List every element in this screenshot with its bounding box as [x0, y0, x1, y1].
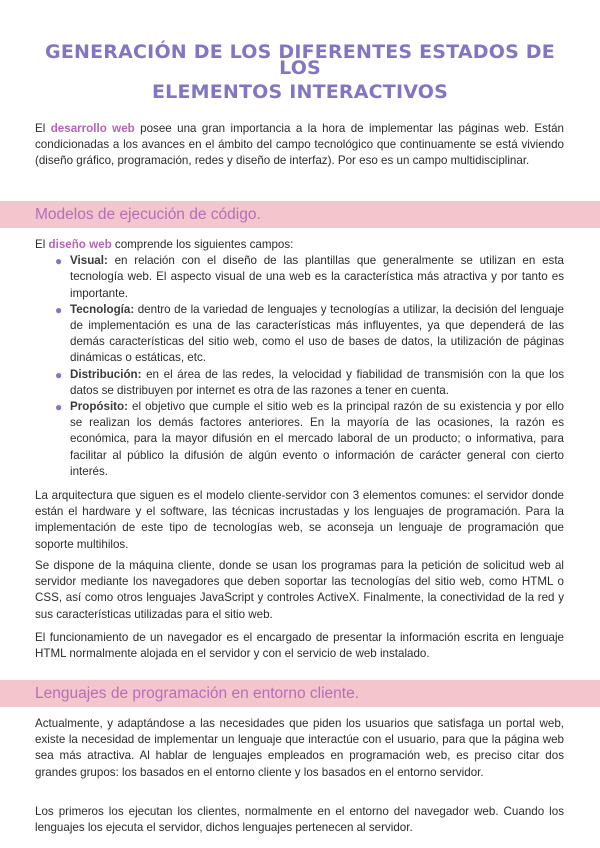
list-item-term: Propósito:: [70, 400, 128, 414]
list-item-proposito: [35, 399, 564, 480]
campos-block: [35, 237, 564, 480]
list-item-text: en relación con el diseño de las plantillas que generalmente se utilizan en esta tecnología web. El aspecto visual de una web es la característica más atractiva y por tanto es importante.: [70, 254, 564, 300]
bullet-icon: ●: [55, 302, 63, 317]
intro-text-before: El: [35, 122, 51, 135]
bullet-icon: ●: [55, 254, 63, 269]
campos-intro-highlight: diseño web: [48, 238, 112, 251]
list-item-text: el objetivo que cumple el sitio web es la principal razón de su existencia y por ello se realizan los demás factores anteriores. En la mayoría de las ocasiones, la razón es económica, para la mayor difusión en el mercado laboral de un producto; o informativa, para facilitar al público la difusión de algún evento o información de carácter general con cierto interés.: [70, 400, 564, 478]
intro-text-after: posee una gran importancia a la hora de implementar las páginas web. Están condicionadas a los avances en el ámbito del campo tecnológico que continuamente se está viviendo (diseño gráfico, programación, redes y diseño de interfaz). Por eso es un campo multidisciplinar.: [35, 122, 564, 168]
list-item-distribucion: [35, 367, 564, 399]
paragraph-navegador: El funcionamiento de un navegador es el encargado de presentar la información escrita en lenguaje HTML normalmente alojada en el servidor y con el servicio de web instalado.: [35, 631, 564, 661]
campos-intro-before: El: [35, 238, 49, 251]
paragraph-actualmente: Actualmente, y adaptándose a las necesidades que piden los usuarios que satisfaga un portal web, existe la necesidad de implementar un lenguaje que interactúe con el usuario, para que la página web sea más atractiva. Al hablar de lenguajes empleados en programación web, es preciso citar dos grandes grupos: los basados en el entorno cliente y los basados en el entorno servidor.: [35, 717, 564, 779]
page-title-line-2: ELEMENTOS INTERACTIVOS: [151, 81, 449, 103]
paragraph-arquitectura: La arquitectura que siguen es el modelo cliente-servidor con 3 elementos comunes: el servidor donde están el hardware y el software, las técnicas incrustadas y los lenguajes de programación. Para la implementación de este tipo de tecnologías web, se aconseja un lenguaje de programación que soporte multihilos.: [35, 489, 564, 551]
bullet-icon: ●: [55, 367, 63, 382]
list-item-term: Distribución:: [70, 367, 142, 381]
bullet-icon: ●: [55, 400, 63, 415]
paragraph-primeros: Los primeros los ejecutan los clientes, normalmente en el entorno del navegador web. Cuando los lenguajes los ejecuta el servidor, dichos lenguajes pertenecen al servidor.: [35, 805, 564, 835]
page-title-line-1: GENERACIÓN DE LOS DIFERENTES ESTADOS DE LOS: [45, 41, 555, 80]
list-item-text: dentro de la variedad de lenguajes y tecnologías a utilizar, la decisión del lenguaje de implementación es una de las características más influyentes, ya que dependerá de las demás características del sitio web, como el uso de bases de datos, la utilización de páginas dinámicas o estáticas, etc.: [70, 302, 564, 365]
list-item-visual: [35, 253, 564, 302]
section-header-lenguajes: [0, 680, 600, 707]
paragraph-maquina-cliente: Se dispone de la máquina cliente, donde se usan los programas para la petición de solicitud web al servidor mediante los navegadores que deben soportar las tecnologías del sitio web, como HTML o CSS, así como otros lenguajes JavaScript y controles ActiveX. Finalmente, la conectividad de la red y sus características utilizadas para el sitio web.: [35, 559, 564, 621]
list-item-term: Visual:: [70, 254, 108, 268]
intro-highlight: desarrollo web: [50, 122, 135, 135]
section-title-modelos: Modelos de ejecución de código.: [35, 206, 261, 223]
list-item-term: Tecnología:: [70, 302, 135, 316]
list-item-tecnologia: [35, 302, 564, 367]
campos-list: [35, 253, 564, 480]
campos-intro: [35, 237, 564, 253]
campos-intro-after: comprende los siguientes campos:: [111, 238, 294, 251]
section-header-modelos: [0, 201, 600, 228]
intro-paragraph: [35, 121, 564, 170]
section-title-lenguajes: Lenguajes de programación en entorno cliente.: [35, 685, 360, 702]
list-item-text: en el área de las redes, la velocidad y fiabilidad de transmisión con la que los datos se distribuyen por internet es otra de las razones a tener en cuenta.: [70, 367, 564, 397]
